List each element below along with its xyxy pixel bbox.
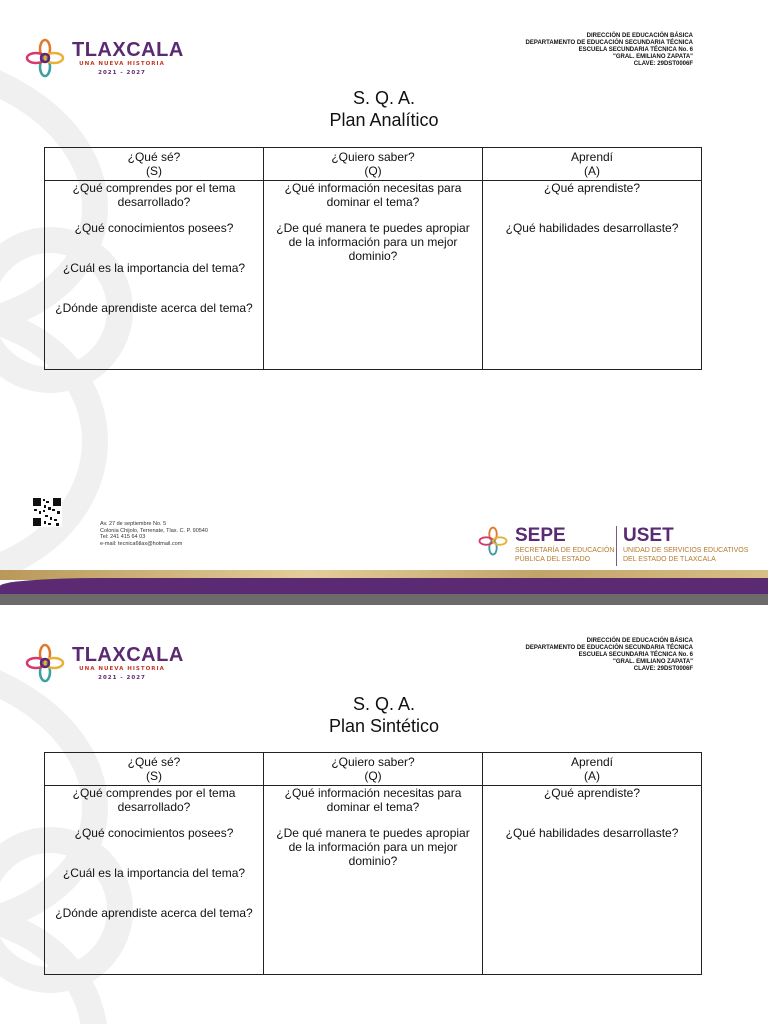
school-line: DIRECCIÓN DE EDUCACIÓN BÁSICA [586, 638, 693, 644]
question: ¿Qué comprendes por el tema desarrollado? [72, 181, 236, 209]
tlaxcala-flower-icon [25, 643, 65, 683]
subtitle-plan: Plan Sintético [328, 716, 440, 736]
cell-a [483, 786, 702, 975]
address-line: Colonia Chijolo, Terrenate, Tlax. C. P. 90540 [100, 527, 208, 534]
cell-s [45, 181, 264, 370]
uset-logo-text: USET [623, 525, 674, 546]
question: ¿Dónde aprendiste acerca del tema? [55, 906, 253, 920]
subtitle-plan: Plan Analítico [329, 110, 439, 130]
question: ¿Qué información necesitas para dominar el tema? [284, 181, 462, 209]
uset-subtitle: UNIDAD DE SERVICIOS EDUCATIVOS DEL ESTADO DE TLAXCALA [623, 547, 749, 563]
address [100, 521, 208, 547]
question: ¿Cuál es la importancia del tema? [62, 261, 246, 275]
tlaxcala-logo [25, 38, 185, 80]
question: ¿Dónde aprendiste acerca del tema? [55, 301, 253, 315]
table-row [45, 786, 702, 975]
question: ¿Qué aprendiste? [543, 181, 641, 195]
school-line: "GRAL. EMILIANO ZAPATA" [612, 54, 693, 60]
header-s: ¿Qué sé? (S) [45, 148, 264, 181]
school-info [526, 33, 693, 68]
question: ¿Qué comprendes por el tema desarrollado? [72, 786, 236, 814]
page-title [0, 693, 768, 737]
school-line: DIRECCIÓN DE EDUCACIÓN BÁSICA [586, 33, 693, 39]
tlaxcala-flower-icon [25, 38, 65, 78]
header-s: ¿Qué sé? (S) [45, 753, 264, 786]
sepe-logo-text: SEPE [515, 525, 566, 546]
logo-subtitle: UNA NUEVA HISTORIA [79, 61, 165, 67]
logo-title: TLAXCALA [72, 644, 184, 666]
question: ¿De qué manera te puedes apropiar de la información para un mejor dominio? [276, 826, 470, 868]
logo-divider [616, 526, 617, 566]
school-line: ESCUELA SECUNDARIA TÉCNICA No. 6 [578, 652, 693, 658]
question: ¿Cuál es la importancia del tema? [62, 866, 246, 880]
qr-code-icon [32, 497, 62, 527]
question: ¿De qué manera te puedes apropiar de la información para un mejor dominio? [276, 221, 470, 263]
table-row [45, 181, 702, 370]
question: ¿Qué conocimientos posees? [74, 221, 234, 235]
logo-years: 2021 - 2027 [98, 70, 146, 76]
school-line: CLAVE: 29DST0006F [633, 666, 693, 672]
sqa-table [44, 752, 702, 975]
footer-contact [32, 497, 332, 557]
school-line: CLAVE: 29DST0006F [633, 61, 693, 67]
sepe-flower-icon [478, 526, 508, 556]
school-line: DEPARTAMENTO DE EDUCACIÓN SECUNDARIA TÉCNICA [525, 645, 693, 651]
logo-title: TLAXCALA [72, 39, 184, 61]
footer-purple-band [0, 578, 768, 594]
logo-years: 2021 - 2027 [98, 675, 146, 681]
tlaxcala-logo [25, 643, 185, 685]
cell-q [264, 786, 483, 975]
header-a: Aprendí (A) [483, 753, 702, 786]
address-line: Av. 27 de septiembre No. 5 [100, 521, 167, 527]
title-sqa: S. Q. A. [352, 694, 416, 714]
header-a: Aprendí (A) [483, 148, 702, 181]
question: ¿Qué aprendiste? [543, 786, 641, 800]
title-sqa: S. Q. A. [352, 88, 416, 108]
cell-s [45, 786, 264, 975]
school-line: DEPARTAMENTO DE EDUCACIÓN SECUNDARIA TÉCNICA [525, 40, 693, 46]
header-q: ¿Quiero saber? (Q) [264, 148, 483, 181]
page-separator [0, 594, 768, 605]
question: ¿Qué habilidades desarrollaste? [505, 221, 679, 235]
question: ¿Qué información necesitas para dominar el tema? [284, 786, 462, 814]
cell-a [483, 181, 702, 370]
school-line: ESCUELA SECUNDARIA TÉCNICA No. 6 [578, 47, 693, 53]
logo-subtitle: UNA NUEVA HISTORIA [79, 666, 165, 672]
school-info [526, 638, 693, 673]
page-title [0, 87, 768, 131]
sqa-table [44, 147, 702, 370]
header-q: ¿Quiero saber? (Q) [264, 753, 483, 786]
table-header-row [45, 753, 702, 786]
table-header-row [45, 148, 702, 181]
address-line: e-mail: tecnica6tlax@hotmail.com [100, 540, 183, 547]
sepe-subtitle: SECRETARÍA DE EDUCACIÓN PÚBLICA DEL ESTADO [515, 547, 615, 563]
footer-logos [478, 522, 758, 567]
cell-q [264, 181, 483, 370]
address-line: Tel: 241 415 64 03 [100, 534, 146, 540]
question: ¿Qué habilidades desarrollaste? [505, 826, 679, 840]
document-page-2 [0, 605, 768, 1024]
school-line: "GRAL. EMILIANO ZAPATA" [612, 659, 693, 665]
question: ¿Qué conocimientos posees? [74, 826, 234, 840]
